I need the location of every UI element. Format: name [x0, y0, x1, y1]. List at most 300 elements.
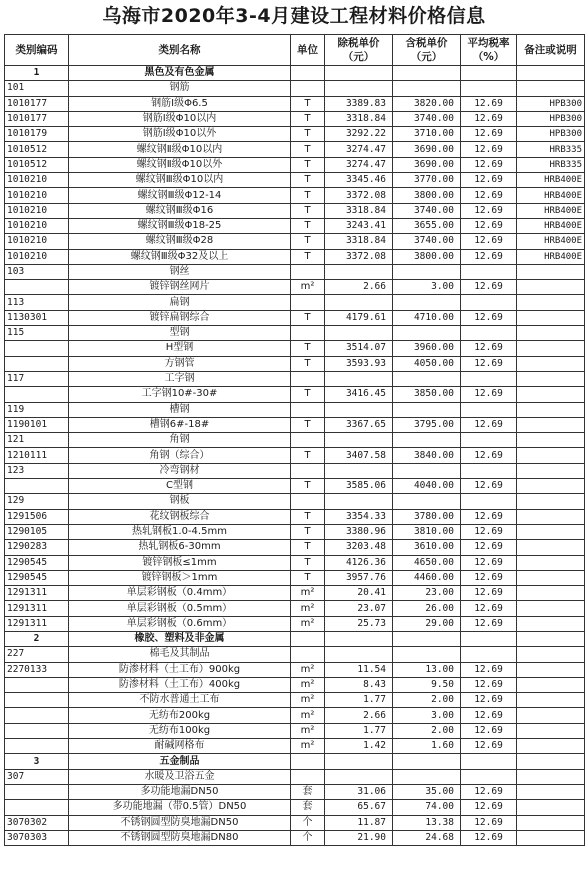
price-incl-tax-cell: 3690.00 [393, 142, 461, 157]
note-cell [517, 723, 585, 738]
category-code-cell: 1290283 [5, 540, 69, 555]
unit-cell [291, 66, 325, 81]
note-cell [517, 81, 585, 96]
category-name-cell: 单层彩钢板（0.6mm） [69, 616, 291, 631]
unit-cell [291, 463, 325, 478]
price-incl-tax-cell [393, 66, 461, 81]
note-cell [517, 479, 585, 494]
category-name-cell: 钢筋Ⅰ级Φ10以外 [69, 127, 291, 142]
unit-cell: m² [291, 677, 325, 692]
note-cell [517, 800, 585, 815]
price-excl-tax-cell: 3957.76 [325, 570, 393, 585]
tax-rate-cell: 12.69 [461, 111, 517, 126]
category-name-cell: 多功能地漏DN50 [69, 784, 291, 799]
note-cell [517, 784, 585, 799]
table-row [5, 173, 585, 188]
unit-cell [291, 326, 325, 341]
tax-rate-cell: 12.69 [461, 218, 517, 233]
note-cell: HRB400E [517, 249, 585, 264]
tax-rate-cell: 12.69 [461, 815, 517, 830]
price-excl-tax-cell: 3292.22 [325, 127, 393, 142]
unit-cell: 套 [291, 784, 325, 799]
category-name-cell: 螺纹钢Ⅲ级Φ28 [69, 234, 291, 249]
price-incl-tax-cell [393, 494, 461, 509]
table-row [5, 218, 585, 233]
note-cell [517, 417, 585, 432]
column-header: 平均税率（%） [461, 35, 517, 66]
category-name-cell: 无纺布200kg [69, 708, 291, 723]
price-excl-tax-cell: 65.67 [325, 800, 393, 815]
price-incl-tax-cell: 4460.00 [393, 570, 461, 585]
category-code-cell: 123 [5, 463, 69, 478]
price-incl-tax-cell: 24.68 [393, 830, 461, 845]
category-name-cell: 工字钢10#-30# [69, 387, 291, 402]
category-code-cell [5, 723, 69, 738]
price-excl-tax-cell: 2.66 [325, 708, 393, 723]
tax-rate-cell [461, 647, 517, 662]
tax-rate-cell: 12.69 [461, 310, 517, 325]
unit-cell: T [291, 448, 325, 463]
tax-rate-cell: 12.69 [461, 280, 517, 295]
price-incl-tax-cell [393, 295, 461, 310]
price-excl-tax-cell [325, 631, 393, 646]
price-incl-tax-cell: 2.00 [393, 723, 461, 738]
unit-cell: T [291, 142, 325, 157]
tax-rate-cell: 12.69 [461, 356, 517, 371]
category-code-cell: 101 [5, 81, 69, 96]
tax-rate-cell [461, 81, 517, 96]
tax-rate-cell: 12.69 [461, 96, 517, 111]
note-cell [517, 815, 585, 830]
note-cell [517, 494, 585, 509]
price-excl-tax-cell: 11.54 [325, 662, 393, 677]
price-excl-tax-cell: 31.06 [325, 784, 393, 799]
tax-rate-cell [461, 371, 517, 386]
note-cell: HRB400E [517, 188, 585, 203]
tax-rate-cell: 12.69 [461, 249, 517, 264]
column-header: 类别名称 [69, 35, 291, 66]
category-name-cell: 防渗材料（土工布）400kg [69, 677, 291, 692]
unit-cell: T [291, 249, 325, 264]
category-name-cell: 冷弯钢材 [69, 463, 291, 478]
tax-rate-cell: 12.69 [461, 417, 517, 432]
price-excl-tax-cell: 3318.84 [325, 234, 393, 249]
tax-rate-cell: 12.69 [461, 800, 517, 815]
column-header: 含税单价（元） [393, 35, 461, 66]
subcategory-row [5, 494, 585, 509]
price-incl-tax-cell: 3740.00 [393, 234, 461, 249]
price-excl-tax-cell [325, 81, 393, 96]
tax-rate-cell: 12.69 [461, 524, 517, 539]
table-row [5, 815, 585, 830]
table-row [5, 96, 585, 111]
note-cell [517, 555, 585, 570]
tax-rate-cell [461, 326, 517, 341]
price-excl-tax-cell [325, 754, 393, 769]
note-cell [517, 739, 585, 754]
price-excl-tax-cell [325, 264, 393, 279]
tax-rate-cell [461, 264, 517, 279]
unit-cell [291, 81, 325, 96]
category-row [5, 631, 585, 646]
table-row [5, 784, 585, 799]
note-cell: HPB300 [517, 127, 585, 142]
price-incl-tax-cell [393, 631, 461, 646]
note-cell [517, 693, 585, 708]
category-name-cell: 镀锌钢板≤1mm [69, 555, 291, 570]
table-row [5, 448, 585, 463]
unit-cell: T [291, 173, 325, 188]
table-row [5, 249, 585, 264]
category-code-cell: 1010210 [5, 218, 69, 233]
note-cell [517, 295, 585, 310]
price-incl-tax-cell: 74.00 [393, 800, 461, 815]
category-code-cell [5, 784, 69, 799]
table-row [5, 708, 585, 723]
price-excl-tax-cell [325, 769, 393, 784]
category-name-cell: 耐碱网格布 [69, 739, 291, 754]
category-name-cell: 无纺布100kg [69, 723, 291, 738]
tax-rate-cell [461, 494, 517, 509]
unit-cell [291, 647, 325, 662]
note-cell [517, 586, 585, 601]
category-code-cell: 1010210 [5, 173, 69, 188]
subcategory-row [5, 81, 585, 96]
note-cell: HRB400E [517, 218, 585, 233]
unit-cell [291, 769, 325, 784]
note-cell [517, 326, 585, 341]
category-code-cell [5, 356, 69, 371]
unit-cell [291, 494, 325, 509]
price-excl-tax-cell: 4126.36 [325, 555, 393, 570]
category-code-cell: 1291311 [5, 616, 69, 631]
unit-cell: m² [291, 693, 325, 708]
unit-cell: m² [291, 601, 325, 616]
unit-cell: T [291, 479, 325, 494]
note-cell [517, 631, 585, 646]
price-excl-tax-cell: 3274.47 [325, 142, 393, 157]
price-incl-tax-cell: 2.00 [393, 693, 461, 708]
tax-rate-cell: 12.69 [461, 173, 517, 188]
category-name-cell: 防渗材料（土工布）900kg [69, 662, 291, 677]
category-name-cell: 单层彩钢板（0.4mm） [69, 586, 291, 601]
tax-rate-cell: 12.69 [461, 341, 517, 356]
category-name-cell: 螺纹钢Ⅲ级Φ16 [69, 203, 291, 218]
category-name-cell: 不锈钢圆型防臭地漏DN50 [69, 815, 291, 830]
price-excl-tax-cell: 23.07 [325, 601, 393, 616]
category-name-cell: H型钢 [69, 341, 291, 356]
price-excl-tax-cell: 3367.65 [325, 417, 393, 432]
unit-cell: T [291, 111, 325, 126]
tax-rate-cell [461, 433, 517, 448]
tax-rate-cell: 12.69 [461, 448, 517, 463]
price-incl-tax-cell: 3.00 [393, 280, 461, 295]
tax-rate-cell: 12.69 [461, 708, 517, 723]
category-name-cell: 镀锌扁钢综合 [69, 310, 291, 325]
price-incl-tax-cell: 4040.00 [393, 479, 461, 494]
unit-cell: T [291, 417, 325, 432]
tax-rate-cell [461, 402, 517, 417]
tax-rate-cell [461, 631, 517, 646]
tax-rate-cell: 12.69 [461, 509, 517, 524]
note-cell [517, 616, 585, 631]
price-incl-tax-cell [393, 647, 461, 662]
tax-rate-cell: 12.69 [461, 540, 517, 555]
category-code-cell [5, 677, 69, 692]
table-row [5, 417, 585, 432]
category-code-cell: 307 [5, 769, 69, 784]
category-name-cell: C型钢 [69, 479, 291, 494]
column-header: 单位 [291, 35, 325, 66]
tax-rate-cell: 12.69 [461, 555, 517, 570]
note-cell [517, 769, 585, 784]
category-code-cell: 1210111 [5, 448, 69, 463]
tax-rate-cell: 12.69 [461, 586, 517, 601]
category-name-cell: 螺纹钢Ⅲ级Φ12-14 [69, 188, 291, 203]
price-excl-tax-cell: 3380.96 [325, 524, 393, 539]
tax-rate-cell [461, 295, 517, 310]
table-row [5, 601, 585, 616]
note-cell [517, 570, 585, 585]
price-incl-tax-cell [393, 769, 461, 784]
price-incl-tax-cell [393, 81, 461, 96]
category-code-cell: 1290545 [5, 570, 69, 585]
note-cell: HRB335 [517, 142, 585, 157]
category-code-cell: 103 [5, 264, 69, 279]
category-name-cell: 多功能地漏（带0.5管）DN50 [69, 800, 291, 815]
price-incl-tax-cell: 13.38 [393, 815, 461, 830]
price-excl-tax-cell: 3345.46 [325, 173, 393, 188]
category-code-cell [5, 387, 69, 402]
note-cell [517, 66, 585, 81]
unit-cell: 个 [291, 815, 325, 830]
tax-rate-cell: 12.69 [461, 830, 517, 845]
table-row [5, 540, 585, 555]
column-header: 备注或说明 [517, 35, 585, 66]
table-row [5, 142, 585, 157]
category-code-cell: 1290545 [5, 555, 69, 570]
subcategory-row [5, 402, 585, 417]
price-excl-tax-cell: 1.42 [325, 739, 393, 754]
price-excl-tax-cell [325, 66, 393, 81]
tax-rate-cell: 12.69 [461, 188, 517, 203]
unit-cell [291, 754, 325, 769]
price-incl-tax-cell [393, 463, 461, 478]
category-code-cell: 1010210 [5, 249, 69, 264]
price-incl-tax-cell: 4650.00 [393, 555, 461, 570]
price-excl-tax-cell: 11.87 [325, 815, 393, 830]
price-incl-tax-cell: 3780.00 [393, 509, 461, 524]
category-name-cell: 角钢 [69, 433, 291, 448]
table-row [5, 662, 585, 677]
subcategory-row [5, 295, 585, 310]
table-row [5, 234, 585, 249]
price-incl-tax-cell: 3655.00 [393, 218, 461, 233]
category-code-cell: 1 [5, 66, 69, 81]
note-cell [517, 677, 585, 692]
category-name-cell: 工字钢 [69, 371, 291, 386]
note-cell [517, 754, 585, 769]
category-name-cell: 槽钢6#-18# [69, 417, 291, 432]
category-name-cell: 钢筋Ⅰ级Φ6.5 [69, 96, 291, 111]
price-incl-tax-cell [393, 754, 461, 769]
tax-rate-cell: 12.69 [461, 387, 517, 402]
price-excl-tax-cell: 3354.33 [325, 509, 393, 524]
price-excl-tax-cell: 3243.41 [325, 218, 393, 233]
tax-rate-cell: 12.69 [461, 693, 517, 708]
table-row [5, 830, 585, 845]
price-incl-tax-cell: 3610.00 [393, 540, 461, 555]
table-row [5, 188, 585, 203]
note-cell [517, 647, 585, 662]
category-code-cell: 115 [5, 326, 69, 341]
category-code-cell: 1010210 [5, 203, 69, 218]
unit-cell: m² [291, 708, 325, 723]
price-excl-tax-cell: 20.41 [325, 586, 393, 601]
price-excl-tax-cell: 21.90 [325, 830, 393, 845]
category-code-cell: 2270133 [5, 662, 69, 677]
category-code-cell: 1291311 [5, 601, 69, 616]
category-name-cell: 螺纹钢Ⅲ级Φ18-25 [69, 218, 291, 233]
table-row [5, 677, 585, 692]
price-incl-tax-cell: 3850.00 [393, 387, 461, 402]
category-code-cell [5, 739, 69, 754]
table-row [5, 280, 585, 295]
table-row [5, 111, 585, 126]
unit-cell: T [291, 570, 325, 585]
unit-cell: T [291, 96, 325, 111]
price-excl-tax-cell [325, 402, 393, 417]
price-incl-tax-cell: 13.00 [393, 662, 461, 677]
price-incl-tax-cell: 4050.00 [393, 356, 461, 371]
unit-cell [291, 264, 325, 279]
note-cell [517, 371, 585, 386]
price-excl-tax-cell [325, 647, 393, 662]
note-cell [517, 463, 585, 478]
category-name-cell: 扁钢 [69, 295, 291, 310]
table-row [5, 693, 585, 708]
subcategory-row [5, 769, 585, 784]
table-row [5, 157, 585, 172]
unit-cell: T [291, 234, 325, 249]
category-name-cell: 钢筋Ⅰ级Φ10以内 [69, 111, 291, 126]
table-row [5, 203, 585, 218]
note-cell [517, 708, 585, 723]
category-code-cell [5, 800, 69, 815]
note-cell [517, 433, 585, 448]
price-excl-tax-cell [325, 494, 393, 509]
note-cell: HRB400E [517, 173, 585, 188]
unit-cell: T [291, 310, 325, 325]
price-excl-tax-cell: 3389.83 [325, 96, 393, 111]
category-code-cell: 1010210 [5, 188, 69, 203]
note-cell [517, 601, 585, 616]
note-cell: HPB300 [517, 111, 585, 126]
tax-rate-cell: 12.69 [461, 127, 517, 142]
tax-rate-cell: 12.69 [461, 601, 517, 616]
price-incl-tax-cell: 3840.00 [393, 448, 461, 463]
price-incl-tax-cell: 29.00 [393, 616, 461, 631]
category-name-cell: 钢板 [69, 494, 291, 509]
category-name-cell: 螺纹钢Ⅲ级Φ10以内 [69, 173, 291, 188]
category-name-cell: 螺纹钢Ⅲ级Φ32及以上 [69, 249, 291, 264]
unit-cell: m² [291, 280, 325, 295]
price-incl-tax-cell: 3740.00 [393, 111, 461, 126]
unit-cell: m² [291, 739, 325, 754]
category-code-cell: 1010177 [5, 111, 69, 126]
category-code-cell [5, 341, 69, 356]
note-cell [517, 662, 585, 677]
tax-rate-cell: 12.69 [461, 677, 517, 692]
tax-rate-cell [461, 66, 517, 81]
price-excl-tax-cell: 3318.84 [325, 111, 393, 126]
price-incl-tax-cell: 1.60 [393, 739, 461, 754]
subcategory-row [5, 463, 585, 478]
price-excl-tax-cell: 3407.58 [325, 448, 393, 463]
price-incl-tax-cell: 3820.00 [393, 96, 461, 111]
subcategory-row [5, 647, 585, 662]
category-name-cell: 槽钢 [69, 402, 291, 417]
price-incl-tax-cell: 23.00 [393, 586, 461, 601]
price-incl-tax-cell [393, 326, 461, 341]
table-row [5, 387, 585, 402]
table-row [5, 341, 585, 356]
tax-rate-cell: 12.69 [461, 479, 517, 494]
price-incl-tax-cell [393, 371, 461, 386]
category-code-cell: 1010512 [5, 142, 69, 157]
table-row [5, 555, 585, 570]
note-cell [517, 264, 585, 279]
unit-cell [291, 371, 325, 386]
note-cell [517, 509, 585, 524]
category-name-cell: 镀锌钢板＞1mm [69, 570, 291, 585]
tax-rate-cell: 12.69 [461, 157, 517, 172]
note-cell: HPB300 [517, 96, 585, 111]
price-incl-tax-cell: 3795.00 [393, 417, 461, 432]
unit-cell: T [291, 387, 325, 402]
category-name-cell: 棉毛及其制品 [69, 647, 291, 662]
note-cell [517, 387, 585, 402]
category-name-cell: 角钢（综合） [69, 448, 291, 463]
unit-cell: m² [291, 616, 325, 631]
price-excl-tax-cell: 3203.48 [325, 540, 393, 555]
note-cell [517, 402, 585, 417]
note-cell [517, 280, 585, 295]
category-code-cell [5, 693, 69, 708]
subcategory-row [5, 326, 585, 341]
price-excl-tax-cell [325, 295, 393, 310]
price-incl-tax-cell: 3.00 [393, 708, 461, 723]
unit-cell: T [291, 218, 325, 233]
note-cell [517, 830, 585, 845]
price-incl-tax-cell: 3740.00 [393, 203, 461, 218]
category-name-cell: 水暖及卫浴五金 [69, 769, 291, 784]
table-row [5, 723, 585, 738]
price-excl-tax-cell: 3593.93 [325, 356, 393, 371]
price-excl-tax-cell: 3514.07 [325, 341, 393, 356]
tax-rate-cell: 12.69 [461, 203, 517, 218]
category-code-cell: 129 [5, 494, 69, 509]
category-name-cell: 螺纹钢Ⅱ级Φ10以内 [69, 142, 291, 157]
category-code-cell: 1130301 [5, 310, 69, 325]
note-cell [517, 540, 585, 555]
note-cell [517, 341, 585, 356]
category-code-cell: 1190101 [5, 417, 69, 432]
unit-cell: 套 [291, 800, 325, 815]
price-incl-tax-cell: 3810.00 [393, 524, 461, 539]
category-code-cell: 2 [5, 631, 69, 646]
table-row [5, 356, 585, 371]
